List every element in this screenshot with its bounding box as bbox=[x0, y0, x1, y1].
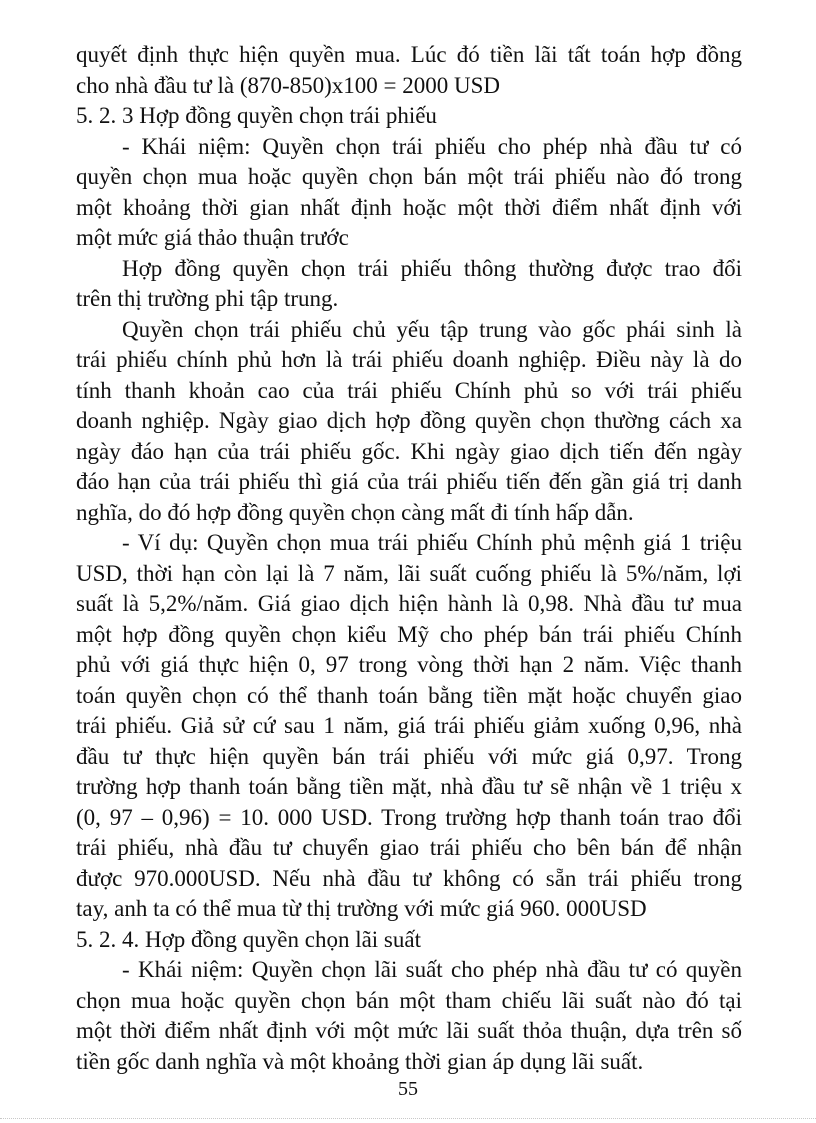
body-line: quyền chọn mua hoặc quyền chọn bán một trái phiếu nào đó trong bbox=[76, 164, 742, 189]
body-line: - Khái niệm: Quyền chọn trái phiếu cho phép nhà đầu tư có bbox=[122, 133, 742, 159]
page-bottom-divider bbox=[0, 1118, 816, 1119]
body-line: - Ví dụ: Quyền chọn mua trái phiếu Chính phủ mệnh giá 1 triệu bbox=[122, 530, 742, 555]
body-line: trái phiếu, nhà đầu tư chuyển giao trái phiếu cho bên bán để nhận bbox=[76, 835, 742, 860]
section-heading-bond-options: 5. 2. 3 Hợp đồng quyền chọn trái phiếu bbox=[76, 103, 437, 128]
body-line: đầu tư thực hiện quyền bán trái phiếu với mức giá 0,97. Trong bbox=[76, 743, 742, 769]
section-heading-interest-rate-options: 5. 2. 4. Hợp đồng quyền chọn lãi suất bbox=[76, 926, 421, 952]
body-line: suất là 5,2%/năm. Giá giao dịch hiện hành là 0,98. Nhà đầu tư mua bbox=[76, 591, 742, 616]
body-line: được 970.000USD. Nếu nhà đầu tư không có sẵn trái phiếu trong bbox=[76, 865, 742, 891]
body-line: Quyền chọn trái phiếu chủ yếu tập trung vào gốc phái sinh là bbox=[122, 316, 742, 342]
body-line: quyết định thực hiện quyền mua. Lúc đó tiền lãi tất toán hợp đồng bbox=[76, 42, 742, 67]
body-line: doanh nghiệp. Ngày giao dịch hợp đồng quyền chọn thường cách xa bbox=[76, 408, 742, 433]
body-line: trái phiếu chính phủ hơn là trái phiếu doanh nghiệp. Điều này là do bbox=[76, 347, 742, 372]
document-page bbox=[76, 40, 742, 1077]
body-line: trái phiếu. Giả sử cứ sau 1 năm, giá trái phiếu giảm xuống 0,96, nhà bbox=[76, 713, 742, 738]
body-line: toán quyền chọn có thể thanh toán bằng tiền mặt hoặc chuyển giao bbox=[76, 682, 742, 708]
body-line: tính thanh khoản cao của trái phiếu Chính phủ so với trái phiếu bbox=[76, 377, 742, 403]
body-line: Hợp đồng quyền chọn trái phiếu thông thường được trao đổi bbox=[122, 255, 742, 281]
page-number: 55 bbox=[398, 1078, 418, 1100]
body-line: nghĩa, do đó hợp đồng quyền chọn càng mất đi tính hấp dẫn. bbox=[76, 499, 634, 525]
body-line: một mức giá thảo thuận trước bbox=[76, 225, 349, 250]
body-line: một hợp đồng quyền chọn kiểu Mỹ cho phép bán trái phiếu Chính bbox=[76, 621, 742, 647]
body-line: trên thị trường phi tập trung. bbox=[76, 286, 339, 311]
body-line: (0, 97 – 0,96) = 10. 000 USD. Trong trường hợp thanh toán trao đổi bbox=[76, 804, 742, 830]
body-line: chọn mua hoặc quyền chọn bán một tham chiếu lãi suất nào đó tại bbox=[76, 987, 742, 1013]
body-line: tay, anh ta có thể mua từ thị trường với mức giá 960. 000USD bbox=[76, 896, 647, 921]
body-line: USD, thời hạn còn lại là 7 năm, lãi suất cuống phiếu là 5%/năm, lợi bbox=[76, 560, 742, 586]
body-line: trường hợp thanh toán bằng tiền mặt, nhà đầu tư sẽ nhận về 1 triệu x bbox=[76, 774, 742, 799]
body-line: cho nhà đầu tư là (870-850)x100 = 2000 USD bbox=[76, 72, 501, 98]
body-line: đáo hạn của trái phiếu thì giá của trái phiếu tiến đến gần giá trị danh bbox=[76, 469, 742, 494]
body-line: một thời điểm nhất định với một mức lãi suất thỏa thuận, dựa trên số bbox=[76, 1018, 742, 1043]
body-line: - Khái niệm: Quyền chọn lãi suất cho phép nhà đầu tư có quyền bbox=[122, 957, 742, 982]
body-line: một khoảng thời gian nhất định hoặc một thời điểm nhất định với bbox=[76, 194, 742, 220]
body-line: phủ với giá thực hiện 0, 97 trong vòng thời hạn 2 năm. Việc thanh bbox=[76, 652, 742, 677]
body-line: ngày đáo hạn của trái phiếu gốc. Khi ngày giao dịch tiến đến ngày bbox=[76, 438, 742, 464]
body-line: tiền gốc danh nghĩa và một khoảng thời gian áp dụng lãi suất. bbox=[76, 1048, 644, 1074]
